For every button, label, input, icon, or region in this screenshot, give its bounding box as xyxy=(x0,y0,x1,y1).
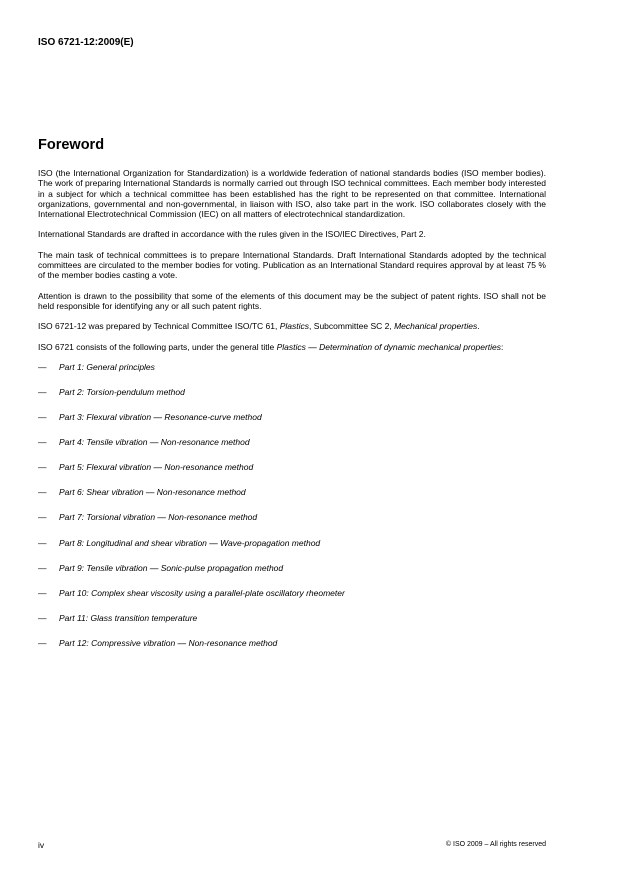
list-dash: — xyxy=(38,437,47,448)
list-dash: — xyxy=(38,512,47,523)
list-item xyxy=(38,412,546,422)
list-item xyxy=(38,387,546,397)
prepared-by-prefix: ISO 6721-12 was prepared by Technical Committee ISO/TC 61, xyxy=(38,321,280,332)
list-dash: — xyxy=(38,386,47,397)
document-identifier: ISO 6721-12:2009(E) xyxy=(38,37,134,48)
list-dash: — xyxy=(38,487,47,498)
parts-intro-suffix: : xyxy=(501,341,504,352)
parts-intro-prefix: ISO 6721 consists of the following parts, under the general title xyxy=(38,341,277,352)
part-title: Part 11: Glass transition temperature xyxy=(59,612,198,623)
part-title: Part 8: Longitudinal and shear vibration — Wave-propagation method xyxy=(59,537,321,548)
part-title: Part 7: Torsional vibration — Non-resonance method xyxy=(59,512,258,523)
list-item xyxy=(38,613,546,623)
copyright-notice: © ISO 2009 – All rights reserved xyxy=(445,841,546,848)
paragraph-prepared-by xyxy=(38,321,546,331)
prepared-by-middle: , Subcommittee SC 2, xyxy=(309,321,395,332)
paragraph-drafting-rules: International Standards are drafted in accordance with the rules given in the ISO/IEC Directives, Part 2. xyxy=(38,229,426,240)
parts-list xyxy=(38,362,546,648)
list-item xyxy=(38,538,546,548)
part-title: Part 3: Flexural vibration — Resonance-curve method xyxy=(59,412,262,423)
list-dash: — xyxy=(38,361,47,372)
prepared-by-suffix: . xyxy=(477,321,480,332)
list-item xyxy=(38,462,546,472)
paragraph-patent-rights: Attention is drawn to the possibility that some of the elements of this document may be the subject of patent rights. ISO shall not be held responsible for identifying any or all such patent rights. xyxy=(38,290,546,311)
list-dash: — xyxy=(38,612,47,623)
list-dash: — xyxy=(38,462,47,473)
list-item xyxy=(38,437,546,447)
page-number: iv xyxy=(38,840,45,850)
list-dash: — xyxy=(38,537,47,548)
list-item xyxy=(38,512,546,522)
list-item xyxy=(38,563,546,573)
paragraph-iso-overview: ISO (the International Organization for Standardization) is a worldwide federation of national standards bodies (ISO member bodies). The work of preparing International Standards is normally carried out through ISO technical committees. Each member body interested in a subject for which a technical committee has been established has the right to be represented on that committee. International organizations, governmental and non-governmental, in liaison with ISO, also take part in the work. ISO collaborates closely with the International Electrotechnical Commission (IEC) on all matters of electrotechnical standardization. xyxy=(38,168,546,220)
part-title: Part 9: Tensile vibration — Sonic-pulse propagation method xyxy=(59,562,284,573)
part-title: Part 12: Compressive vibration — Non-resonance method xyxy=(59,637,278,648)
list-dash: — xyxy=(38,412,47,423)
foreword-heading: Foreword xyxy=(38,137,105,153)
list-item xyxy=(38,588,546,598)
general-title: Plastics — Determination of dynamic mechanical properties xyxy=(276,341,502,352)
subcommittee-name: Mechanical properties xyxy=(394,321,478,332)
part-title: Part 6: Shear vibration — Non-resonance method xyxy=(59,487,246,498)
part-title: Part 5: Flexural vibration — Non-resonance method xyxy=(59,462,254,473)
list-dash: — xyxy=(38,587,47,598)
foreword-body xyxy=(38,168,546,663)
list-item xyxy=(38,362,546,372)
committee-name: Plastics xyxy=(279,321,310,332)
list-dash: — xyxy=(38,562,47,573)
part-title: Part 10: Complex shear viscosity using a parallel-plate oscillatory rheometer xyxy=(59,587,345,598)
list-item xyxy=(38,638,546,648)
list-dash: — xyxy=(38,637,47,648)
paragraph-technical-committees: The main task of technical committees is to prepare International Standards. Draft International Standards adopted by the technical committees are circulated to the member bodies for voting. Publication as an International Standard requires approval by at least 75 % of the member bodies casting a vote. xyxy=(38,249,546,281)
part-title: Part 4: Tensile vibration — Non-resonance method xyxy=(59,437,250,448)
part-title: Part 2: Torsion-pendulum method xyxy=(59,386,185,397)
list-item xyxy=(38,487,546,497)
part-title: Part 1: General principles xyxy=(59,361,155,372)
paragraph-parts-intro xyxy=(38,342,546,352)
